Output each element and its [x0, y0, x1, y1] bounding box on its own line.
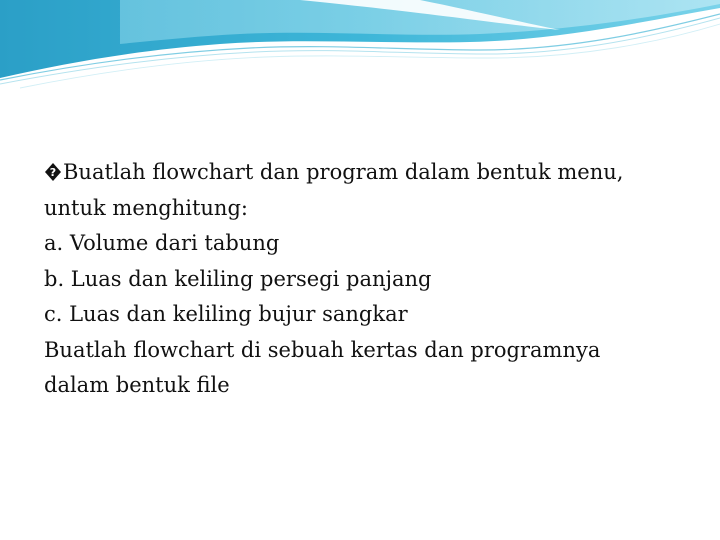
paragraph-line: untuk menghitung:: [44, 195, 248, 220]
text-content: [44, 155, 684, 404]
paragraph-line: [49, 155, 684, 191]
paragraph-line: Buatlah flowchart di sebuah kertas dan programnya: [44, 337, 601, 362]
missing-glyph-icon: [44, 162, 62, 182]
paragraph-task-list: [44, 155, 684, 333]
svg-text:?: ?: [49, 166, 57, 179]
list-item-a: a. Volume dari tabung: [44, 231, 280, 255]
list-item-c: c. Luas dan keliling bujur sangkar: [44, 302, 408, 326]
list-item-b: b. Luas dan keliling persegi panjang: [44, 266, 432, 291]
paragraph-line: dalam bentuk file: [44, 373, 230, 397]
header-wave-decoration: [0, 0, 720, 90]
paragraph-instruction: [44, 333, 684, 404]
paragraph-line-text: Buatlah flowchart dan program dalam bentuk menu,: [63, 160, 624, 184]
